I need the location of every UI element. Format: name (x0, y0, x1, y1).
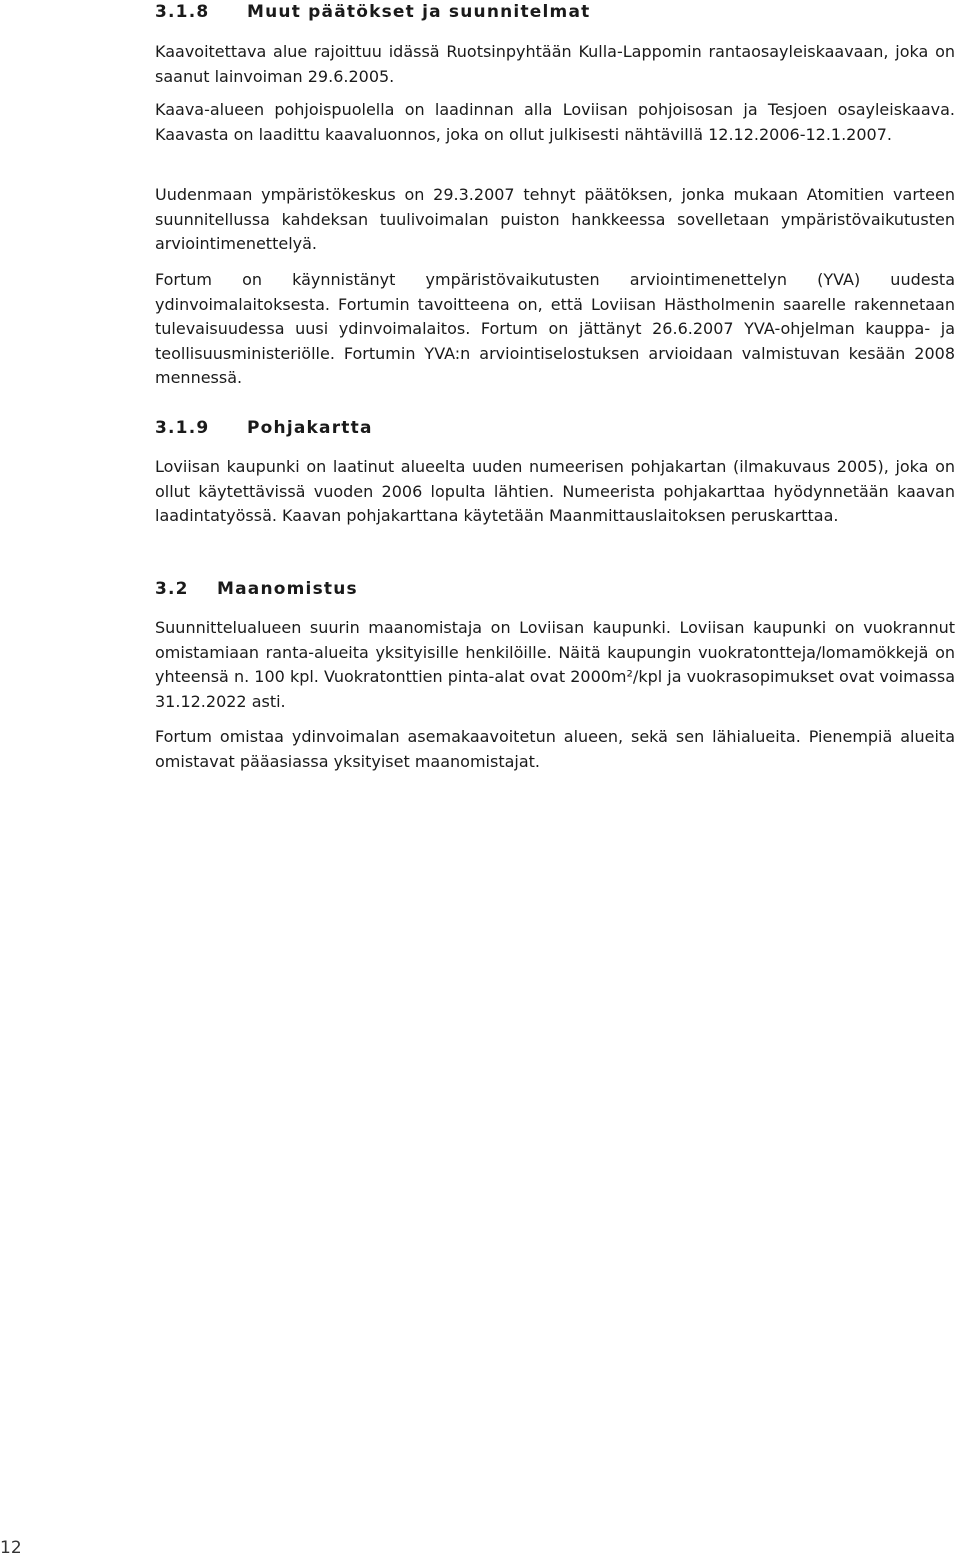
paragraph: Fortum omistaa ydinvoimalan asemakaavoitetun alueen, sekä sen lähialueita. Pienempiä alueita omistavat pääasiassa yksityiset maanomistajat. (155, 727, 955, 771)
paragraph: Kaavoitettava alue rajoittuu idässä Ruotsinpyhtään Kulla-Lappomin rantaosayleiskaavaan, joka on saanut lainvoiman 29.6.2005. (155, 42, 955, 86)
section-number: 3.1.9 (155, 418, 210, 438)
section-number: 3.1.8 (155, 2, 210, 22)
page-number: 12 (0, 1538, 22, 1558)
section-title: Muut päätökset ja suunnitelmat (247, 2, 591, 22)
section-heading-3-1-8 (155, 2, 590, 22)
paragraph: Loviisan kaupunki on laatinut alueelta uuden numeerisen pohjakartan (ilmakuvaus 2005), joka on ollut käytettävissä vuoden 2006 lopulta lähtien. Numeerista pohjakarttaa hyödynnetään kaavan laadintatyössä. Kaavan pohjakarttana käytetään Maanmittauslaitoksen peruskarttaa. (155, 457, 955, 525)
section-title: Maanomistus (217, 579, 358, 599)
paragraph: Fortum on käynnistänyt ympäristövaikutusten arviointimenettelyn (YVA) uudesta ydinvoimalaitoksesta. Fortumin tavoitteena on, että Loviisan Hästholmenin saarelle rakennetaan tulevaisuudessa uusi ydinvoimalaitos. Fortum on jättänyt 26.6.2007 YVA-ohjelman kauppa- ja teollisuusministeriölle. Fortumin YVA:n arviointiselostuksen arvioidaan valmistuvan kesään 2008 mennessä. (155, 270, 955, 387)
section-heading-3-1-9 (155, 418, 373, 438)
section-title: Pohjakartta (247, 418, 373, 438)
paragraph: Suunnittelualueen suurin maanomistaja on Loviisan kaupunki. Loviisan kaupunki on vuokrannut omistamiaan ranta-alueita yksityisille henkilöille. Näitä kaupungin vuokratontteja/lomamökkejä on yhteensä n. 100 kpl. Vuokratonttien pinta-alat ovat 2000m²/kpl ja vuokrasopimukset ovat voimassa 31.12.2022 asti. (155, 618, 955, 711)
paragraph: Kaava-alueen pohjoispuolella on laadinnan alla Loviisan pohjoisosan ja Tesjoen osayleiskaava. Kaavasta on laadittu kaavaluonnos, joka on ollut julkisesti nähtävillä 12.12.2006-12.1.2007. (155, 100, 955, 144)
section-heading-3-2 (155, 579, 358, 599)
section-number: 3.2 (155, 579, 189, 599)
paragraph: Uudenmaan ympäristökeskus on 29.3.2007 tehnyt päätöksen, jonka mukaan Atomitien varteen suunnitellussa kahdeksan tuulivoimalan puiston hankkeessa sovelletaan ympäristövaikutusten arviointimenettelyä. (155, 185, 955, 253)
